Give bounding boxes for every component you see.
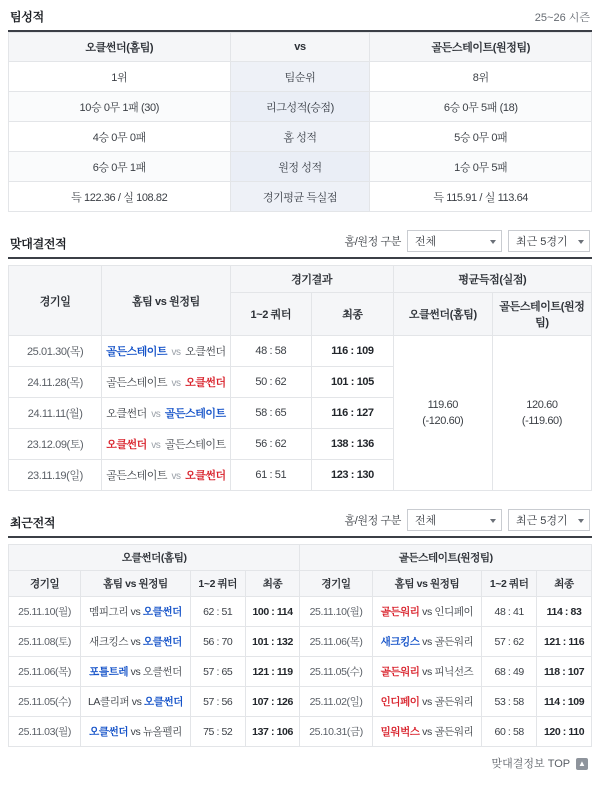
away-match-date: 25.10.31(금) — [300, 717, 372, 747]
vs-label: vs — [171, 378, 181, 389]
away-match-date: 25.11.06(목) — [300, 627, 372, 657]
team-left: 오클썬더 — [106, 408, 147, 420]
home-match-teams[interactable] — [81, 597, 191, 627]
home-match-date: 25.11.08(토) — [9, 627, 81, 657]
team-right: 오클썬더 — [142, 666, 182, 678]
away-value: 득 115.91 / 실 113.64 — [370, 182, 592, 212]
match-teams[interactable] — [102, 336, 230, 367]
table-row — [9, 92, 592, 122]
match-teams[interactable] — [102, 429, 230, 460]
column-header-result: 경기결과 — [230, 266, 393, 293]
match-teams[interactable] — [102, 367, 230, 398]
quarter-score: 56 : 62 — [230, 429, 312, 460]
home-value: 1위 — [9, 62, 231, 92]
away-quarter-score: 57 : 62 — [482, 627, 537, 657]
h2h-homeaway-select[interactable] — [407, 230, 502, 252]
scroll-top-link[interactable] — [8, 747, 592, 777]
table-header-row — [9, 545, 592, 571]
quarter-score: 50 : 62 — [230, 367, 312, 398]
table-row — [9, 717, 592, 747]
away-match-teams[interactable] — [372, 627, 482, 657]
h2h-table — [8, 265, 592, 491]
chevron-down-icon — [490, 240, 496, 244]
final-score: 138 : 136 — [312, 429, 394, 460]
column-header-final-home: 최종 — [245, 571, 300, 597]
team-right: 오클썬더 — [185, 377, 226, 389]
recent-table — [8, 544, 592, 747]
h2h-header — [8, 222, 592, 259]
chevron-down-icon — [578, 519, 584, 523]
home-value: 6승 0무 1패 — [9, 152, 231, 182]
team-right: 골든워리 — [434, 726, 474, 738]
final-score: 116 : 109 — [312, 336, 394, 367]
home-final-score: 107 : 126 — [245, 687, 300, 717]
away-match-teams[interactable] — [372, 687, 482, 717]
h2h-count-value: 최근 5경기 — [516, 236, 568, 248]
away-value: 6승 0무 5패 (18) — [370, 92, 592, 122]
column-header-final: 최종 — [312, 293, 394, 336]
column-header-match-away: 홈팀 vs 원정팀 — [372, 571, 482, 597]
team-right: 피닉선즈 — [434, 666, 474, 678]
column-header-date-away: 경기일 — [300, 571, 372, 597]
recent-header — [8, 501, 592, 538]
away-match-teams[interactable] — [372, 657, 482, 687]
avg-away-cell — [492, 336, 591, 491]
home-match-date: 25.11.05(수) — [9, 687, 81, 717]
home-quarter-score: 56 : 70 — [190, 627, 245, 657]
recent-count-select[interactable] — [508, 509, 590, 531]
quarter-score: 58 : 65 — [230, 398, 312, 429]
column-header-quarter: 1~2 쿼터 — [230, 293, 312, 336]
column-header-avg-away: 골든스테이트(원정팀) — [492, 293, 591, 336]
column-header-avg: 평균득점(실점) — [393, 266, 591, 293]
row-label: 리그성적(승점) — [230, 92, 370, 122]
row-label: 원정 성적 — [230, 152, 370, 182]
team-left: 골든스테이트 — [106, 377, 167, 389]
table-row — [9, 627, 592, 657]
vs-label: vs — [151, 409, 161, 420]
away-match-date: 25.11.02(일) — [300, 687, 372, 717]
away-match-teams[interactable] — [372, 597, 482, 627]
home-match-teams[interactable] — [81, 627, 191, 657]
column-header-avg-home: 오클썬더(홈팀) — [393, 293, 492, 336]
chevron-down-icon — [490, 519, 496, 523]
h2h-filters — [345, 230, 590, 252]
team-left: 오클썬더 — [89, 726, 129, 738]
avg-away-main: 120.60 — [526, 398, 558, 411]
column-header-date-home: 경기일 — [9, 571, 81, 597]
vs-label: vs — [130, 726, 141, 738]
team-left: 멤피그리 — [89, 606, 129, 618]
table-header-row — [9, 571, 592, 597]
team-stats-header — [8, 0, 592, 32]
team-right: 오클썬더 — [142, 636, 182, 648]
vs-label: vs — [130, 636, 141, 648]
recent-filter-label: 홈/원정 구분 — [344, 515, 401, 527]
team-right: 오클썬더 — [185, 346, 226, 358]
team-right: 골든워리 — [434, 636, 474, 648]
team-left: 오클썬더 — [106, 439, 147, 451]
vs-label: vs — [422, 666, 432, 678]
recent-title: 최근전적 — [10, 516, 56, 530]
column-header-quarter-home: 1~2 쿼터 — [190, 571, 245, 597]
team-right: 골든스테이트 — [164, 408, 226, 420]
match-date: 24.11.11(월) — [9, 398, 102, 429]
table-row — [9, 687, 592, 717]
vs-label: vs — [422, 606, 432, 618]
home-quarter-score: 57 : 65 — [190, 657, 245, 687]
team-right: 오클썬더 — [185, 470, 226, 482]
table-header-row — [9, 266, 592, 293]
match-date: 25.01.30(목) — [9, 336, 102, 367]
team-left: 골든스테이트 — [106, 470, 167, 482]
recent-count-value: 최근 5경기 — [516, 515, 568, 527]
match-date: 23.11.19(일) — [9, 460, 102, 491]
home-match-teams[interactable] — [81, 717, 191, 747]
away-quarter-score: 53 : 58 — [482, 687, 537, 717]
home-final-score: 137 : 106 — [245, 717, 300, 747]
away-quarter-score: 48 : 41 — [482, 597, 537, 627]
vs-label: vs — [171, 347, 181, 358]
home-quarter-score: 57 : 56 — [190, 687, 245, 717]
vs-label: vs — [171, 471, 181, 482]
vs-label: vs — [422, 636, 432, 648]
row-label: 경기평균 득실점 — [230, 182, 370, 212]
team-stats-title: 팀성적 — [10, 10, 44, 24]
away-value: 5승 0무 0패 — [370, 122, 592, 152]
h2h-homeaway-value: 전체 — [415, 236, 437, 248]
quarter-score: 61 : 51 — [230, 460, 312, 491]
table-header-row — [9, 33, 592, 62]
quarter-score: 48 : 58 — [230, 336, 312, 367]
away-final-score: 118 : 107 — [537, 657, 592, 687]
recent-homeaway-select[interactable] — [407, 509, 502, 531]
away-value: 8위 — [370, 62, 592, 92]
home-value: 4승 0무 0패 — [9, 122, 231, 152]
recent-homeaway-value: 전체 — [415, 515, 437, 527]
team-left: 인디페이 — [380, 696, 420, 708]
column-header-away: 골든스테이트(원정팀) — [370, 33, 592, 62]
final-score: 123 : 130 — [312, 460, 394, 491]
column-header-final-away: 최종 — [537, 571, 592, 597]
home-final-score: 121 : 119 — [245, 657, 300, 687]
arrow-up-icon: ▲ — [576, 758, 588, 770]
team-left: 포틀트레 — [89, 666, 129, 678]
away-match-date: 25.11.05(수) — [300, 657, 372, 687]
column-header-match-home: 홈팀 vs 원정팀 — [81, 571, 191, 597]
group-header-home: 오클썬더(홈팀) — [9, 545, 300, 571]
away-final-score: 121 : 116 — [537, 627, 592, 657]
home-match-teams[interactable] — [81, 687, 191, 717]
away-match-teams[interactable] — [372, 717, 482, 747]
avg-away-sub: (-119.60) — [521, 415, 563, 427]
avg-home-sub: (-120.60) — [422, 415, 464, 427]
table-row — [9, 336, 592, 367]
column-header-home: 오클썬더(홈팀) — [9, 33, 231, 62]
vs-label: vs — [151, 440, 161, 451]
team-left: 골든워리 — [380, 666, 420, 678]
team-left: 골든워리 — [380, 606, 420, 618]
home-quarter-score: 62 : 51 — [190, 597, 245, 627]
vs-label: vs — [131, 696, 142, 708]
h2h-title: 맞대결전적 — [10, 237, 67, 251]
avg-home-cell — [393, 336, 492, 491]
match-teams[interactable] — [102, 398, 230, 429]
away-final-score: 120 : 110 — [537, 717, 592, 747]
match-date: 23.12.09(토) — [9, 429, 102, 460]
vs-label: vs — [422, 696, 432, 708]
vs-label: vs — [130, 606, 141, 618]
home-match-teams[interactable] — [81, 657, 191, 687]
h2h-filter-label: 홈/원정 구분 — [344, 236, 401, 248]
table-row — [9, 182, 592, 212]
home-final-score: 101 : 132 — [245, 627, 300, 657]
team-left: 새크킹스 — [380, 636, 420, 648]
away-final-score: 114 : 109 — [537, 687, 592, 717]
team-right: 골든워리 — [434, 696, 474, 708]
match-date: 24.11.28(목) — [9, 367, 102, 398]
table-row — [9, 657, 592, 687]
group-header-away: 골든스테이트(원정팀) — [300, 545, 592, 571]
team-left: 새크킹스 — [89, 636, 129, 648]
away-final-score: 114 : 83 — [537, 597, 592, 627]
table-row — [9, 152, 592, 182]
team-right: 인디페이 — [434, 606, 474, 618]
home-match-date: 25.11.03(월) — [9, 717, 81, 747]
avg-home-main: 119.60 — [427, 398, 458, 411]
table-row — [9, 62, 592, 92]
team-right: 골든스테이트 — [164, 439, 226, 451]
final-score: 101 : 105 — [312, 367, 394, 398]
final-score: 116 : 127 — [312, 398, 394, 429]
section-spacer — [8, 212, 592, 222]
team-stats-table — [8, 32, 592, 212]
chevron-down-icon — [578, 240, 584, 244]
team-left: 골든스테이트 — [106, 346, 167, 358]
table-row — [9, 122, 592, 152]
team-right: 뉴올펠리 — [142, 726, 182, 738]
home-value: 10승 0무 1패 (30) — [9, 92, 231, 122]
recent-filters — [345, 509, 590, 531]
away-quarter-score: 68 : 49 — [482, 657, 537, 687]
home-value: 득 122.36 / 실 108.82 — [9, 182, 231, 212]
scroll-top-label: 맞대결정보 TOP — [491, 758, 570, 770]
team-left: 밀워벅스 — [380, 726, 420, 738]
team-right: 오클썬더 — [144, 696, 183, 708]
h2h-count-select[interactable] — [508, 230, 590, 252]
vs-label: vs — [422, 726, 432, 738]
column-header-vs: vs — [230, 33, 370, 62]
away-match-date: 25.11.10(월) — [300, 597, 372, 627]
column-header-date: 경기일 — [9, 266, 102, 336]
team-left: LA클리퍼 — [87, 696, 130, 708]
away-value: 1승 0무 5패 — [370, 152, 592, 182]
section-spacer — [8, 491, 592, 501]
match-teams[interactable] — [102, 460, 230, 491]
season-label: 25~26 시즌 — [534, 12, 590, 24]
home-quarter-score: 75 : 52 — [190, 717, 245, 747]
home-final-score: 100 : 114 — [245, 597, 300, 627]
column-header-quarter-away: 1~2 쿼터 — [482, 571, 537, 597]
home-match-date: 25.11.10(월) — [9, 597, 81, 627]
team-right: 오클썬더 — [142, 606, 182, 618]
away-quarter-score: 60 : 58 — [482, 717, 537, 747]
column-header-match: 홈팀 vs 원정팀 — [102, 266, 230, 336]
home-match-date: 25.11.06(목) — [9, 657, 81, 687]
vs-label: vs — [130, 666, 141, 678]
row-label: 팀순위 — [230, 62, 370, 92]
row-label: 홈 성적 — [230, 122, 370, 152]
table-row — [9, 597, 592, 627]
